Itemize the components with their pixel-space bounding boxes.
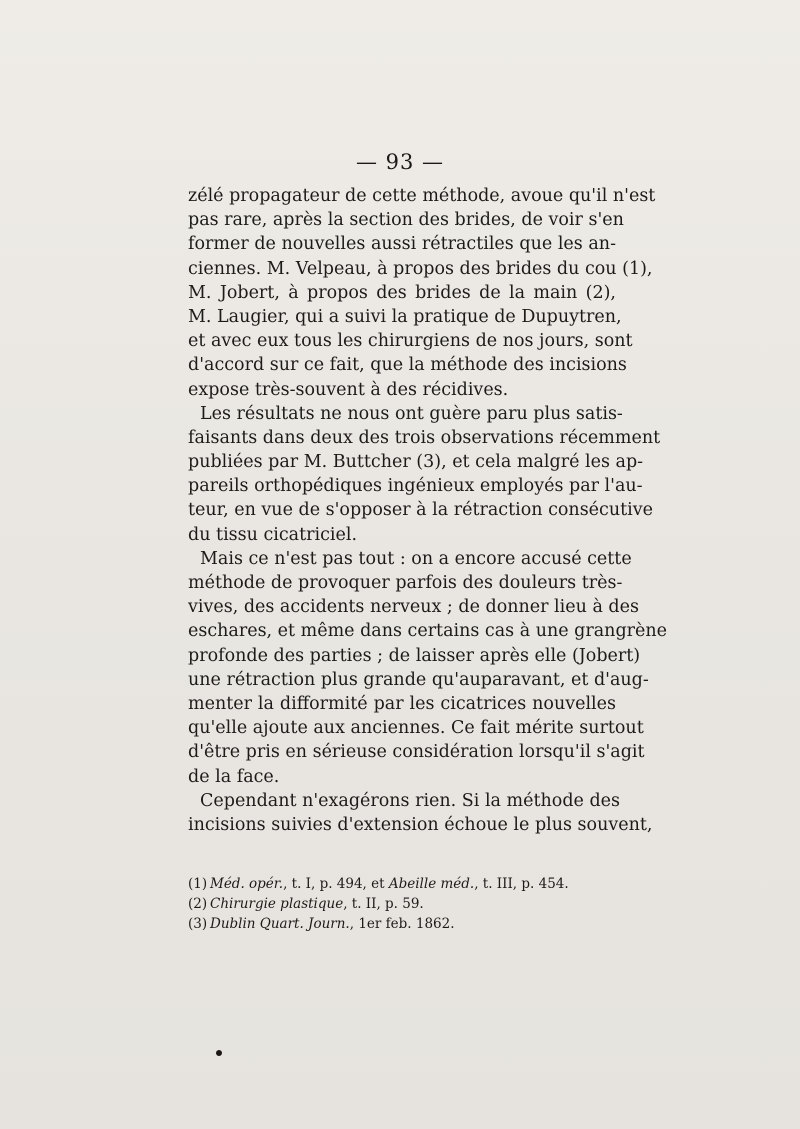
footnote [188,894,608,914]
text-line: former de nouvelles aussi rétractiles que les an- [188,234,616,255]
text-line: vives, des accidents nerveux ; de donner lieu à des [188,597,639,618]
footnote-citation: , t. III, p. 454. [474,876,569,892]
text-line: profonde des parties ; de laisser après elle (Jobert) [188,645,641,666]
footnote-source: Chirurgie plastique [210,896,344,912]
footnote [188,874,608,894]
body-text [188,184,667,837]
text-line: Mais ce n'est pas tout : on a encore accusé cette [200,548,632,569]
text-line: publiées par M. Buttcher (3), et cela malgré les ap- [188,452,644,473]
text-line: M. Jobert, à propos des brides de la main (2), [188,282,616,303]
text-line: Cependant n'exagérons rien. Si la méthode des [200,790,620,811]
footnote-citation: , t. I, p. 494, et [283,876,389,892]
footnote-source: Abeille méd. [388,876,475,892]
text-line: du tissu cicatriciel. [188,524,358,545]
footnote-source: Méd. opér. [210,876,284,892]
text-line: pas rare, après la section des brides, de voir s'en [188,210,624,231]
page-number: — 93 — [355,150,445,174]
text-line: incisions suivies d'extension échoue le plus souvent, [188,814,653,835]
ink-speck [216,1050,222,1056]
text-line: ciennes. M. Velpeau, à propos des brides du cou (1), [188,258,653,279]
text-line: Les résultats ne nous ont guère paru plus satis- [200,403,623,424]
text-line: de la face. [188,766,280,787]
footnotes [188,874,608,934]
text-line: zélé propagateur de cette méthode, avoue qu'il n'est [188,186,656,206]
text-line: faisants dans deux des trois observations récemment [188,427,661,448]
footnote-citation: , t. II, p. 59. [343,896,424,912]
footnote-source: Dublin Quart. Journ. [210,916,350,932]
text-line: une rétraction plus grande qu'auparavant, et d'aug- [188,669,649,690]
text-line: méthode de provoquer parfois des douleurs très- [188,573,623,593]
text-line: eschares, et même dans certains cas à une grangrène [188,621,667,642]
text-line: d'être pris en sérieuse considération lorsqu'il s'agit [188,742,645,763]
footnote-citation: , 1er feb. 1862. [349,916,455,932]
text-line: pareils orthopédiques ingénieux employés par l'au- [188,476,643,497]
footnote-number: (1) [188,876,208,892]
text-line: menter la difformité par les cicatrices nouvelles [188,693,616,714]
text-line: M. Laugier, qui a suivi la pratique de Dupuytren, [188,306,622,327]
text-line: qu'elle ajoute aux anciennes. Ce fait mérite surtout [188,718,644,739]
footnote [188,914,608,934]
footnote-number: (3) [188,916,208,932]
text-line: expose très-souvent à des récidives. [188,379,509,400]
text-line: d'accord sur ce fait, que la méthode des incisions [188,355,627,376]
text-line: et avec eux tous les chirurgiens de nos jours, sont [188,331,633,352]
footnote-number: (2) [188,896,208,912]
text-line: teur, en vue de s'opposer à la rétraction consécutive [188,500,653,521]
